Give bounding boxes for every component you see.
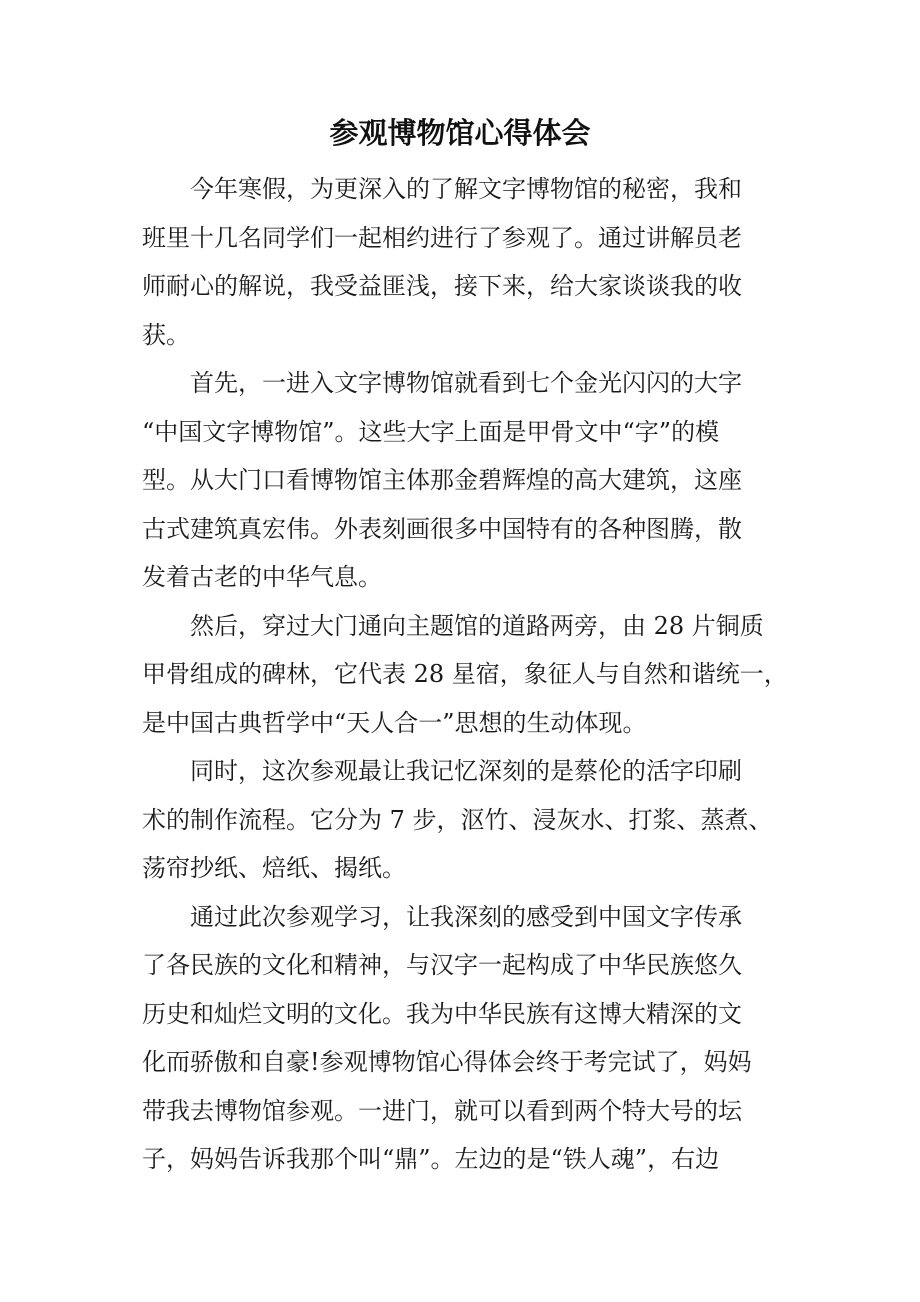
text-line: 首先，一进入文字博物馆就看到七个金光闪闪的大字 [190, 369, 742, 397]
text-line: 是中国古典哲学中“天人合一”思想的生动体现。 [142, 708, 647, 737]
text-line: 古式建筑真宏伟。外表刻画很多中国特有的各种图腾，散 [142, 514, 742, 543]
text-line: 甲骨组成的碑林，它代表 28 星宿，象征人与自然和谐统一， [142, 660, 788, 688]
text-line: 化而骄傲和自豪!参观博物馆心得体会终于考完试了，妈妈 [142, 1048, 752, 1076]
text-line: 师耐心的解说，我受益匪浅，接下来，给大家谈谈我的收 [142, 272, 742, 300]
text-line: 班里十几名同学们一起相约进行了参观了。通过讲解员老 [142, 223, 742, 252]
paragraph-conclusion [142, 893, 782, 1184]
text-line: 发着古老的中华气息。 [142, 563, 382, 591]
document-body [142, 165, 788, 1184]
paragraph-entrance [142, 359, 782, 602]
text-line: 术的制作流程。它分为 7 步，沤竹、浸灰水、打浆、蒸煮、 [142, 805, 773, 834]
text-line: 今年寒假，为更深入的了解文字博物馆的秘密，我和 [190, 175, 742, 203]
paragraph-papermaking [142, 747, 782, 893]
text-line: 带我去博物馆参观。一进门，就可以看到两个特大号的坛 [142, 1096, 742, 1125]
paragraph-stele-forest [142, 602, 788, 748]
text-line: 子，妈妈告诉我那个叫“鼎”。左边的是“铁人魂”，右边 [142, 1145, 720, 1173]
text-line: 获。 [142, 320, 190, 349]
text-line: 历史和灿烂文明的文化。我为中华民族有这博大精深的文 [142, 999, 742, 1028]
text-line: 同时，这次参观最让我记忆深刻的是蔡伦的活字印刷 [190, 757, 742, 785]
text-line: 通过此次参观学习，让我深刻的感受到中国文字传承 [190, 902, 742, 931]
text-line: “中国文字博物馆”。这些大字上面是甲骨文中“字”的模 [142, 417, 720, 446]
text-line: 然后，穿过大门通向主题馆的道路两旁，由 28 片铜质 [190, 611, 764, 640]
text-line: 了各民族的文化和精神，与汉字一起构成了中华民族悠久 [142, 951, 742, 979]
page-title: 参观博物馆心得体会 [329, 116, 591, 150]
paragraph-intro [142, 165, 782, 359]
text-line: 荡帘抄纸、焙纸、揭纸。 [142, 854, 406, 882]
text-line: 型。从大门口看博物馆主体那金碧辉煌的高大建筑，这座 [142, 466, 742, 494]
